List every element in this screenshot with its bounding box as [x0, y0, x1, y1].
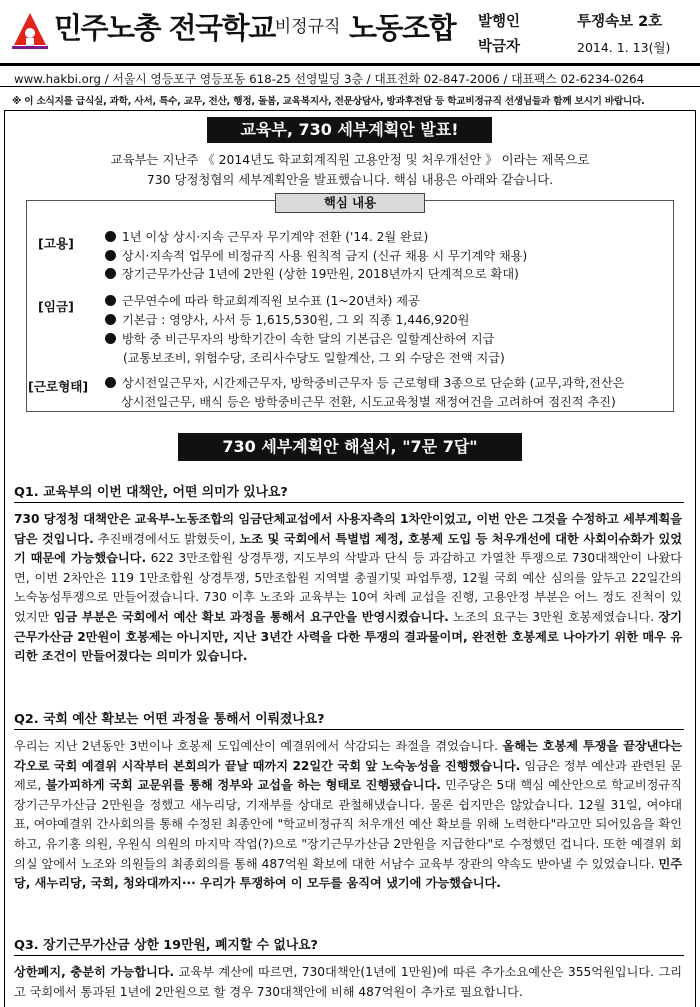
- wage-item: 방학 중 비근무자의 방학기간이 속한 달의 기본급은 일할계산하여 지급: [105, 330, 494, 347]
- masthead: [0, 0, 700, 62]
- answer-2: 우리는 지난 2년동안 3번이나 호봉제 도입예산이 예결위에서 삭감되는 좌절을 겪었습니다. 올해는 호봉제 투쟁을 끝장낸다는 각오로 국회 예결위 시작부터 본회의가 끝날 때까지 22일간 국회 앞 노숙농성을 진행했습니다. 임금은 정부 예산과 관련된 문제로, 불가피하게 국회 교문위를 통해 정부와 교섭을 하는 형태로 진행됐습니다. 민주당은 5대 핵심 예산안으로 학교비정규직 장기근무가산금 2만원을 정했고 새누리당, 기재부를 상대로 관철해냈습니다. 물론 쉽지만은 않았습니다. 12월 31일, 여야대표, 여야예결위 간사회의를 통해 수정된 최종안에 "학교비정규직 처우개선 예산 확보를 위해 노력한다"라고만 되어있음을 확인하고, 유기홍 의원, 우원식 의원의 마지막 작업(?)으로 "장기근무가산금 2만원을 지급한다"로 수정했던 겁니다. 또한 예결위 회의실 앞에서 노조와 의원들의 최종회의를 통해 487억원 확보에 대한 서남수 교육부 장관의 약속도 받아낼 수 있었습니다. 민주당, 새누리당, 국회, 청와대까지··· 우리가 투쟁하여 이 모두를 움직여 냈기에 가능했습니다.: [14, 739, 682, 891]
- category-worktype: [근로형태]: [28, 379, 89, 394]
- faq-title: 730 세부계획안 해설서, "7문 7답": [178, 433, 522, 461]
- publisher-label: 발행인: [478, 14, 521, 30]
- publisher: [478, 10, 520, 60]
- category-wage: [임금]: [38, 299, 74, 314]
- question-2: Q2. 국회 예산 확보는 어떤 과정을 통해서 이뤄졌나요?: [14, 712, 325, 727]
- union-name: 민주노총 전국학교$^{비정규직}$ 노동조합: [54, 11, 456, 45]
- divider: [14, 955, 684, 956]
- union-logo-icon: [12, 11, 48, 49]
- bullet-icon: [105, 333, 116, 344]
- bullet-icon: [105, 268, 116, 279]
- divider: [14, 502, 684, 503]
- announce-title: 교육부, 730 세부계획안 발표!: [207, 117, 492, 143]
- contact-info-bar: www.hakbi.org / 서울시 영등포구 영등포동 618-25 선영빌딩 3층 / 대표전화 02-847-2006 / 대표팩스 02-6234-0264: [0, 63, 700, 87]
- worktype-item-continued: 상시전일근무, 배식 등은 방학중비근무 전환, 시도교육청별 재정여건을 고려하여 점진적 추진): [121, 395, 616, 409]
- employment-item: 장기근무가산금 1년에 2만원 (상한 19만원, 2018년까지 단계적으로 확대): [105, 265, 519, 282]
- issue-date: 2014. 1. 13(월): [577, 40, 671, 55]
- category-employment: [고용]: [38, 236, 74, 251]
- bullet-icon: [105, 314, 116, 325]
- bullet-icon: [105, 231, 116, 242]
- bullet-icon: [105, 295, 116, 306]
- divider: [14, 729, 684, 730]
- core-content-label: 핵심 내용: [275, 193, 425, 213]
- issue-info: [577, 10, 670, 60]
- answer-1: 730 당정청 대책안은 교육부-노동조합의 임금단체교섭에서 사용자측의 1차안이었고, 이번 안은 그것을 수정하고 세부계획을 담은 것입니다. 추진배경에서도 밝혔듯이, 노조 및 국회에서 특별법 제정, 호봉제 도입 등 처우개선에 대한 사회이슈화가 있었기 때문에 가능했습니다. 622 3만조합원 상경투쟁, 지도부의 삭발과 단식 등 과감하고 가열찬 투쟁으로 730대책안이 나왔다면, 이번 2차안은 119 1만조합원 상경투쟁, 5만조합원 지역별 총궐기및 파업투쟁, 12월 국회 예산 심의를 앞두고 22일간의 노숙농성투쟁으로 만들어졌습니다. 730 이후 노조와 교육부는 10여 차례 교섭을 진행, 고용안정 부분은 어느 정도 진척이 있었지만 임금 부분은 국회에서 예산 확보 과정을 통해서 요구안을 반영시켰습니다. 노조의 요구는 3만원 호봉제였습니다. 장기근무가산금 2만원이 호봉제는 아니지만, 지난 3년간 사력을 다한 투쟁의 결과물이며, 완전한 호봉제로 나아가기 위한 매우 유리한 조건이 만들어졌다는 의미가 있습니다.: [14, 512, 682, 664]
- reader-notice: ※ 이 소식지를 급식실, 과학, 사서, 특수, 교무, 전산, 행정, 돌봄, 교육복지사, 전문상담사, 방과후전담 등 학교비정규직 선생님들과 함께 보시기 바랍니다.: [12, 96, 645, 107]
- bullet-icon: [105, 250, 116, 261]
- publisher-name: 박금자: [478, 39, 521, 55]
- employment-item: 1년 이상 상시·지속 근무자 무기계약 전환 ('14. 2월 완료): [105, 228, 428, 245]
- question-1: Q1. 교육부의 이번 대책안, 어떤 의미가 있나요?: [14, 485, 288, 500]
- wage-item: 기본급 : 영양사, 사서 등 1,615,530원, 그 외 직종 1,446,920원: [105, 311, 469, 328]
- answer-3: 상한폐지, 충분히 가능합니다. 교육부 계산에 따르면, 730대책안(1년에 1만원)에 따른 추가소요예산은 355억원입니다. 그리고 국회에서 통과된 1년에 2만원으로 할 경우 730대책안에 비해 487억원이 추가로 필요합니다.: [14, 965, 682, 999]
- worktype-item: 상시전일근무자, 시간제근무자, 방학중비근무자 등 근로형태 3종으로 단순화 (교무,과학,전산은: [105, 374, 625, 391]
- wage-item: 근무연수에 따라 학교회계직원 보수표 (1~20년차) 제공: [105, 292, 420, 309]
- issue-label: 투쟁속보 2호: [577, 14, 663, 30]
- bullet-icon: [105, 377, 116, 388]
- question-3: Q3. 장기근무가산금 상한 19만원, 폐지할 수 없나요?: [14, 938, 318, 953]
- announce-intro: 교육부는 지난주 《 2014년도 학교회계직원 고용안정 및 처우개선안 》 이라는 제목으로 730 당정청협의 세부계획안을 발표했습니다. 핵심 내용은 아래와 같습니다.: [110, 152, 590, 187]
- employment-item: 상시·지속적 업무에 비정규직 사용 원칙적 금지 (신규 채용 시 무기계약 채용): [105, 247, 527, 264]
- wage-item-continued: (교통보조비, 위험수당, 조리사수당도 일할계산, 그 외 수당은 전액 지급): [123, 351, 505, 365]
- union-name-sub: 비정규직: [274, 17, 341, 37]
